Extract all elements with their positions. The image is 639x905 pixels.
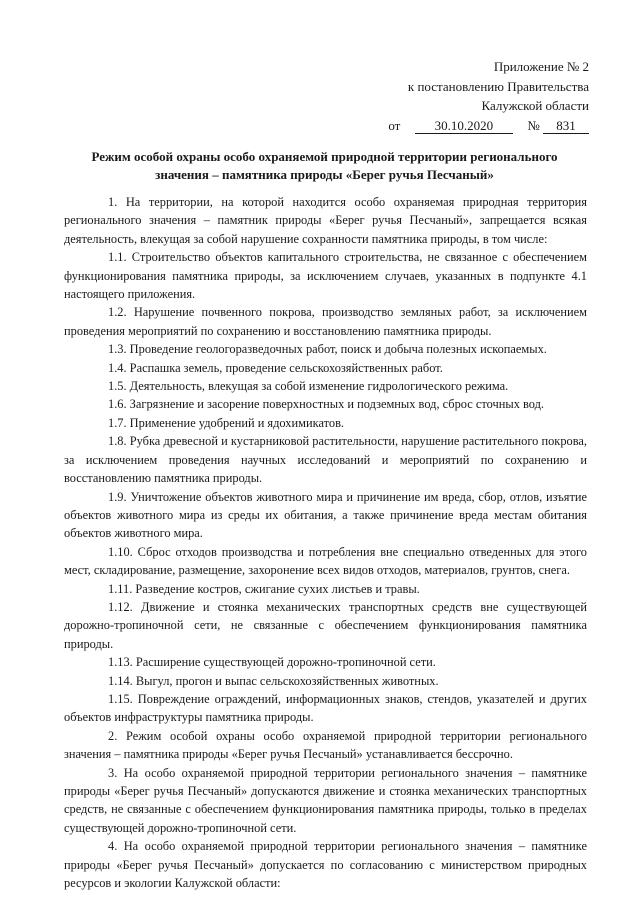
paragraph-1-1: 1.1. Строительство объектов капитального строительства, не связанное с обеспечением функционирования памятника природы, за исключением случаев, указанных в подпункте 4.1 настоящего приложения. xyxy=(64,250,587,302)
title-line-1: Режим особой охраны особо охраняемой природной территории регионального xyxy=(91,149,558,164)
paragraph-1-8: 1.8. Рубка древесной и кустарниковой растительности, нарушение растительного покрова, за исключением проведения научных исследований и мероприятий по сохранению и восстановлению памятника природы. xyxy=(64,434,587,486)
paragraph-1-9: 1.9. Уничтожение объектов животного мира и причинение им вреда, сбор, отлов, изъятие объектов животного мира из среды их обитания, а также причинение вреда местам обитания объектов животного мира. xyxy=(64,489,587,541)
paragraph-1-11: 1.11. Разведение костров, сжигание сухих листьев и травы. xyxy=(108,581,420,596)
from-label: от xyxy=(388,117,401,133)
decree-number: 831 xyxy=(543,118,589,134)
document-title xyxy=(62,148,587,184)
paragraph-1-7: 1.7. Применение удобрений и ядохимикатов. xyxy=(108,415,345,430)
paragraph-3: 3. На особо охраняемой природной территории регионального значения – памятнике природы «Берег ручья Песчаный» допускаются движение и стоянка механических транспортных средств, не связанные с обеспечением функционирования памятника природы, только в пределах существующей дорожно-тропиночной сети. xyxy=(64,765,587,835)
paragraph-1-3: 1.3. Проведение геологоразведочных работ, поиск и добыча полезных ископаемых. xyxy=(108,342,547,357)
appendix-decree-ref: к постановлению Правительства xyxy=(407,78,589,94)
appendix-number: Приложение № 2 xyxy=(493,59,589,74)
paragraph-1-13: 1.13. Расширение существующей дорожно-тропиночной сети. xyxy=(108,655,436,670)
paragraph-2: 2. Режим особой охраны особо охраняемой природной территории регионального значения – памятника природы «Берег ручья Песчаный» устанавливается бессрочно. xyxy=(64,728,587,762)
paragraph-1-6: 1.6. Загрязнение и засорение поверхностных и подземных вод, сброс сточных вод. xyxy=(108,397,545,412)
decree-date-line xyxy=(388,116,589,136)
paragraph-1-12: 1.12. Движение и стоянка механических транспортных средств вне существующей дорожно-тропиночной сети, не связанные с обеспечением функционирования памятника природы. xyxy=(64,599,587,651)
paragraph-1-15: 1.15. Повреждение ограждений, информационных знаков, стендов, указателей и других объектов инфраструктуры памятника природы. xyxy=(64,691,587,725)
decree-date: 30.10.2020 xyxy=(415,118,513,134)
appendix-region: Калужской области xyxy=(481,98,589,113)
paragraph-1-5: 1.5. Деятельность, влекущая за собой изменение гидрологического режима. xyxy=(108,379,509,394)
paragraph-1-14: 1.14. Выгул, прогон и выпас сельскохозяйственных животных. xyxy=(108,673,439,688)
paragraph-1-4: 1.4. Распашка земель, проведение сельскохозяйственных работ. xyxy=(108,360,443,375)
paragraph-1-2: 1.2. Нарушение почвенного покрова, производство земляных работ, за исключением проведения мероприятий по сохранению и восстановлению памятника природы. xyxy=(64,305,587,338)
appendix-header xyxy=(388,57,589,135)
paragraph-1: 1. На территории, на которой находится особо охраняемая природная территория регионального значения – памятник природы «Берег ручья Песчаный», запрещается всякая деятельность, влекущая за собой нарушение сохранности памятника природы, в том числе: xyxy=(64,195,587,246)
paragraph-1-10: 1.10. Сброс отходов производства и потребления вне специально отведенных для этого мест, складирование, размещение, захоронение всех видов отходов, материалов, грунтов, снега. xyxy=(64,544,587,578)
document-body xyxy=(64,193,587,892)
title-line-2: значения – памятника природы «Берег ручья Песчаный» xyxy=(155,167,494,182)
number-label: № xyxy=(527,117,540,133)
paragraph-4: 4. На особо охраняемой природной территории регионального значения – памятнике природы «Берег ручья Песчаный» допускается по согласованию с министерством природных ресурсов и экологии Калужской области: xyxy=(64,839,587,891)
